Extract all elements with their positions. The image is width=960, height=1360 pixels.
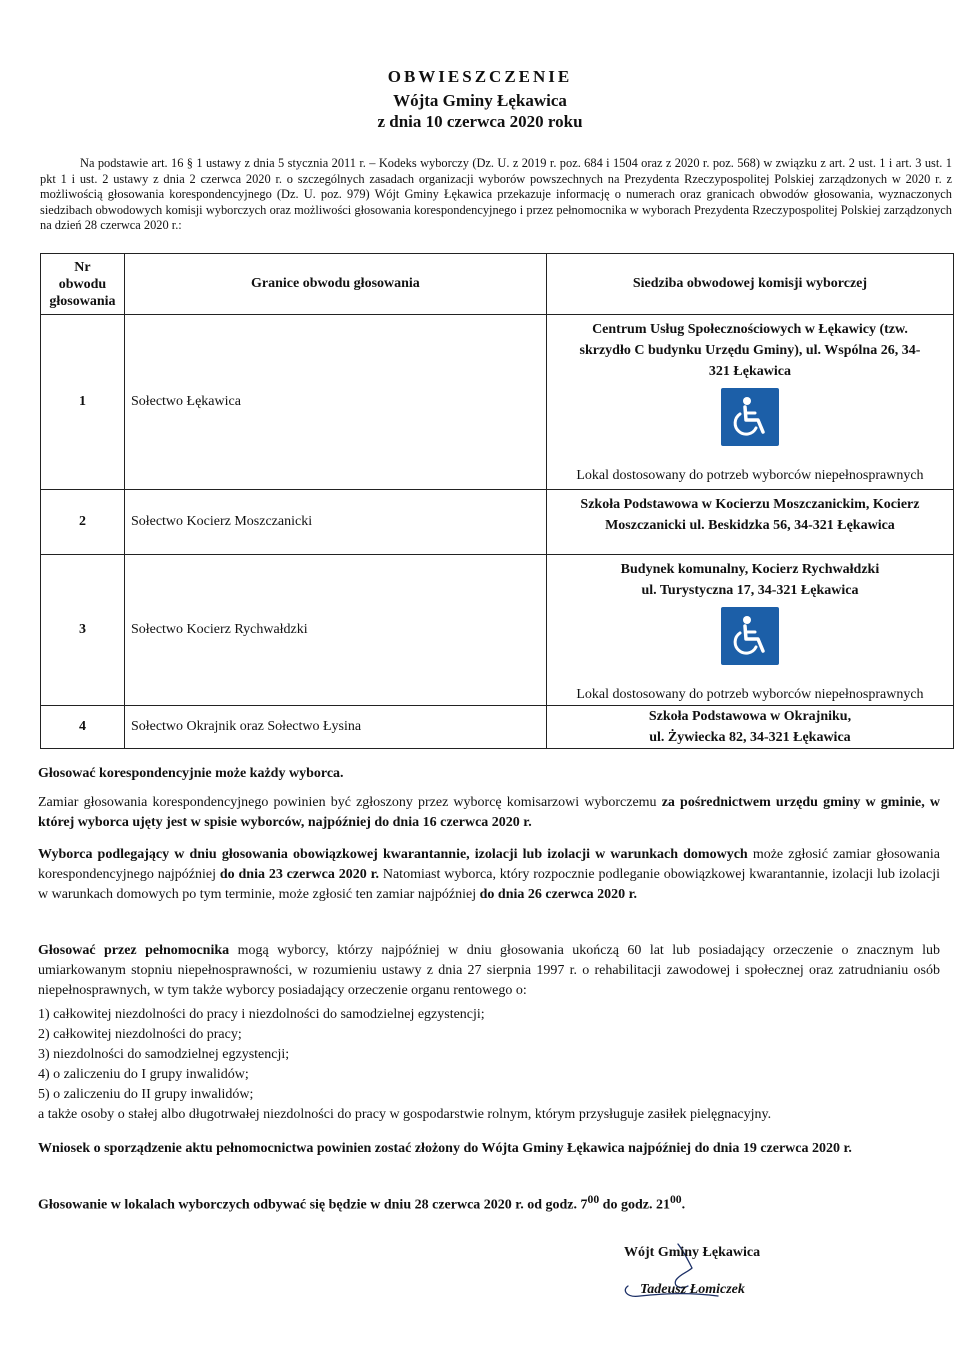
seat-line: Szkoła Podstawowa w Okrajniku, [648,709,852,724]
district-number: 3 [41,555,125,706]
proxy-voting-paragraph [38,941,940,1001]
notice-date: z dnia 10 czerwca 2020 roku [377,112,583,131]
text-span: Głosowanie w lokalach wyborczych odbywać się będzie w dniu 28 czerwca 2020 r. od godz. 7 [38,1197,588,1213]
notice-heading: OBWIESZCZENIE [387,67,573,86]
seat-line: skrzydło C budynku Urzędu Gminy), ul. Wspólna 26, 34- [579,343,921,358]
seat-line: Budynek komunalny, Kocierz Rychwałdzki [620,562,880,577]
text-span: do dnia 26 czerwca 2020 r. [479,887,637,902]
table-row [41,315,954,490]
district-number: 1 [41,315,125,490]
wheelchair-accessibility-icon [721,388,779,446]
table-row [41,706,954,749]
text-span: może zgłosić zamiar głosowania korespondencyjnego najpóźniej [38,847,940,882]
seat-line: ul. Turystyczna 17, 34-321 Łękawica [641,583,859,598]
list-item: 1) całkowitej niezdolności do pracy i niezdolności do samodzielnej egzystencji; [38,1007,485,1022]
intro-paragraph: Na podstawie art. 16 § 1 ustawy z dnia 5 stycznia 2011 r. – Kodeks wyborczy (Dz. U. z 2019 r. poz. 684 i 1504 oraz z 2020 r. poz. 568) w związku z art. 2 ust. 1 i art. 3 ust. 1 pkt 1 i ust. 2 ustawy z dnia 2 czerwca 2020 r. o szczególnych zasadach organizacji wyborów powszechnych na Prezydenta Rzeczypospolitej Polskiej zarządzonych w 2020 r. z możliwością głosowania korespondencyjnego (Dz. U. poz. 979) Wójt Gminy Łękawica przekazuje informację o numerach oraz granicach obwodów głosowania, wyznaczonych siedzibach obwodowych komisji wyborczych oraz możliwości głosowania korespondencyjnego i przez pełnomocnika w wyborach Prezydenta Rzeczypospolitej Polskiej zarządzonych na dzień 28 czerwca 2020 r.: [40,156,952,233]
list-item: 3) niezdolności do samodzielnej egzystencji; [38,1047,290,1062]
table-row [41,555,954,706]
commission-seat [546,490,953,555]
list-item: 5) o zaliczeniu do II grupy inwalidów; [38,1087,254,1102]
text-span: do dnia 23 czerwca 2020 r. [219,867,379,882]
district-area: Sołectwo Kocierz Moszczanicki [124,490,546,555]
accessibility-note: Lokal dostosowany do potrzeb wyborców niepełnosprawnych [576,687,924,702]
text-span: Głosować przez pełnomocnika [38,943,230,958]
seat-line: Centrum Usług Społecznościowych w Łękawicy (tzw. [592,322,908,337]
signatory-title: Wójt Gminy Łękawica [624,1245,761,1260]
table-header-row [41,254,954,315]
commission-seat [546,315,953,490]
header-nr-line1: Nr [74,259,91,275]
list-item: a także osoby o stałej albo długotrwałej niezdolności do pracy w gospodarstwie rolnym, którym przysługuje zasiłek pielęgnacyjny. [38,1107,772,1122]
commission-seat [546,706,953,749]
proxy-deadline-paragraph: Wniosek o sporządzenie aktu pełnomocnictwa powinien zostać złożony do Wójta Gminy Łękawica najpóźniej do dnia 19 czerwca 2020 r. [38,1141,852,1156]
text-span: 00 [587,1193,600,1206]
quarantine-paragraph [38,845,940,905]
correspondence-voting-statement: Głosować korespondencyjnie może każdy wyborca. [38,766,344,781]
text-span: mogą wyborcy, którzy najpóźniej w dniu głosowania ukończą 60 lat lub posiadający orzeczenie o znacznym lub umiarkowanym stopniu niepełnosprawności, w rozumieniu ustawy z dnia 27 sierpnia 1997 r. o rehabilitacji zawodowej i społecznej oraz zatrudnianiu osób niepełnosprawnych, w tym także wyborcy posiadający orzeczenie organu rentowego o: [38,943,940,998]
district-area: Sołectwo Kocierz Rychwałdzki [124,555,546,706]
table-row [41,490,954,555]
district-number: 2 [41,490,125,555]
seat-line: Moszczanicki ul. Beskidzka 56, 34-321 Łękawica [605,518,895,533]
header-commission-seat: Siedziba obwodowej komisji wyborczej [546,254,953,315]
list-item: 4) o zaliczeniu do I grupy inwalidów; [38,1067,249,1082]
header-nr-line2: obwodu [58,276,107,292]
voting-hours-paragraph [38,1190,940,1216]
proxy-conditions-list [38,1005,940,1125]
accessibility-note: Lokal dostosowany do potrzeb wyborców niepełnosprawnych [576,468,924,483]
list-item: 2) całkowitej niezdolności do pracy; [38,1027,242,1042]
text-span: do godz. 21 [599,1197,670,1213]
seat-line: Szkoła Podstawowa w Kocierzu Moszczanickim, Kocierz [580,497,920,512]
text-span: Zamiar głosowania korespondencyjnego powinien być zgłoszony przez wyborcę komisarzowi wyborczemu [38,795,662,810]
district-area: Sołectwo Łękawica [124,315,546,490]
district-number: 4 [41,706,125,749]
header-district-number [41,254,125,315]
notice-issuer: Wójta Gminy Łękawica [393,91,567,110]
wheelchair-accessibility-icon [721,607,779,665]
text-span: Natomiast wyborca, który rozpocznie podleganie obowiązkowej kwarantannie, izolacji lub izolacji w warunkach domowych po tym terminie, może zgłosić ten zamiar najpóźniej [38,867,940,902]
header-nr-line3: głosowania [49,293,116,309]
signatory-name: Tadeusz Łomiczek [640,1282,745,1297]
seat-line: ul. Żywiecka 82, 34-321 Łękawica [649,730,851,745]
text-span: Wyborca podlegający w dniu głosowania obowiązkowej kwarantannie, izolacji lub izolacji w warunkach domowych [38,847,748,862]
text-span: 00 [669,1193,682,1206]
seat-line: 321 Łękawica [708,364,791,379]
commission-seat [546,555,953,706]
header-district-area: Granice obwodu głosowania [124,254,546,315]
text-span: za pośrednictwem urzędu gminy w gminie, w której wyborca ujęty jest w spisie wyborców, najpóźniej do dnia 16 czerwca 2020 r. [38,795,940,830]
districts-table [40,253,954,749]
correspondence-deadline-paragraph [38,793,940,833]
district-area: Sołectwo Okrajnik oraz Sołectwo Łysina [124,706,546,749]
text-span: . [681,1197,686,1213]
